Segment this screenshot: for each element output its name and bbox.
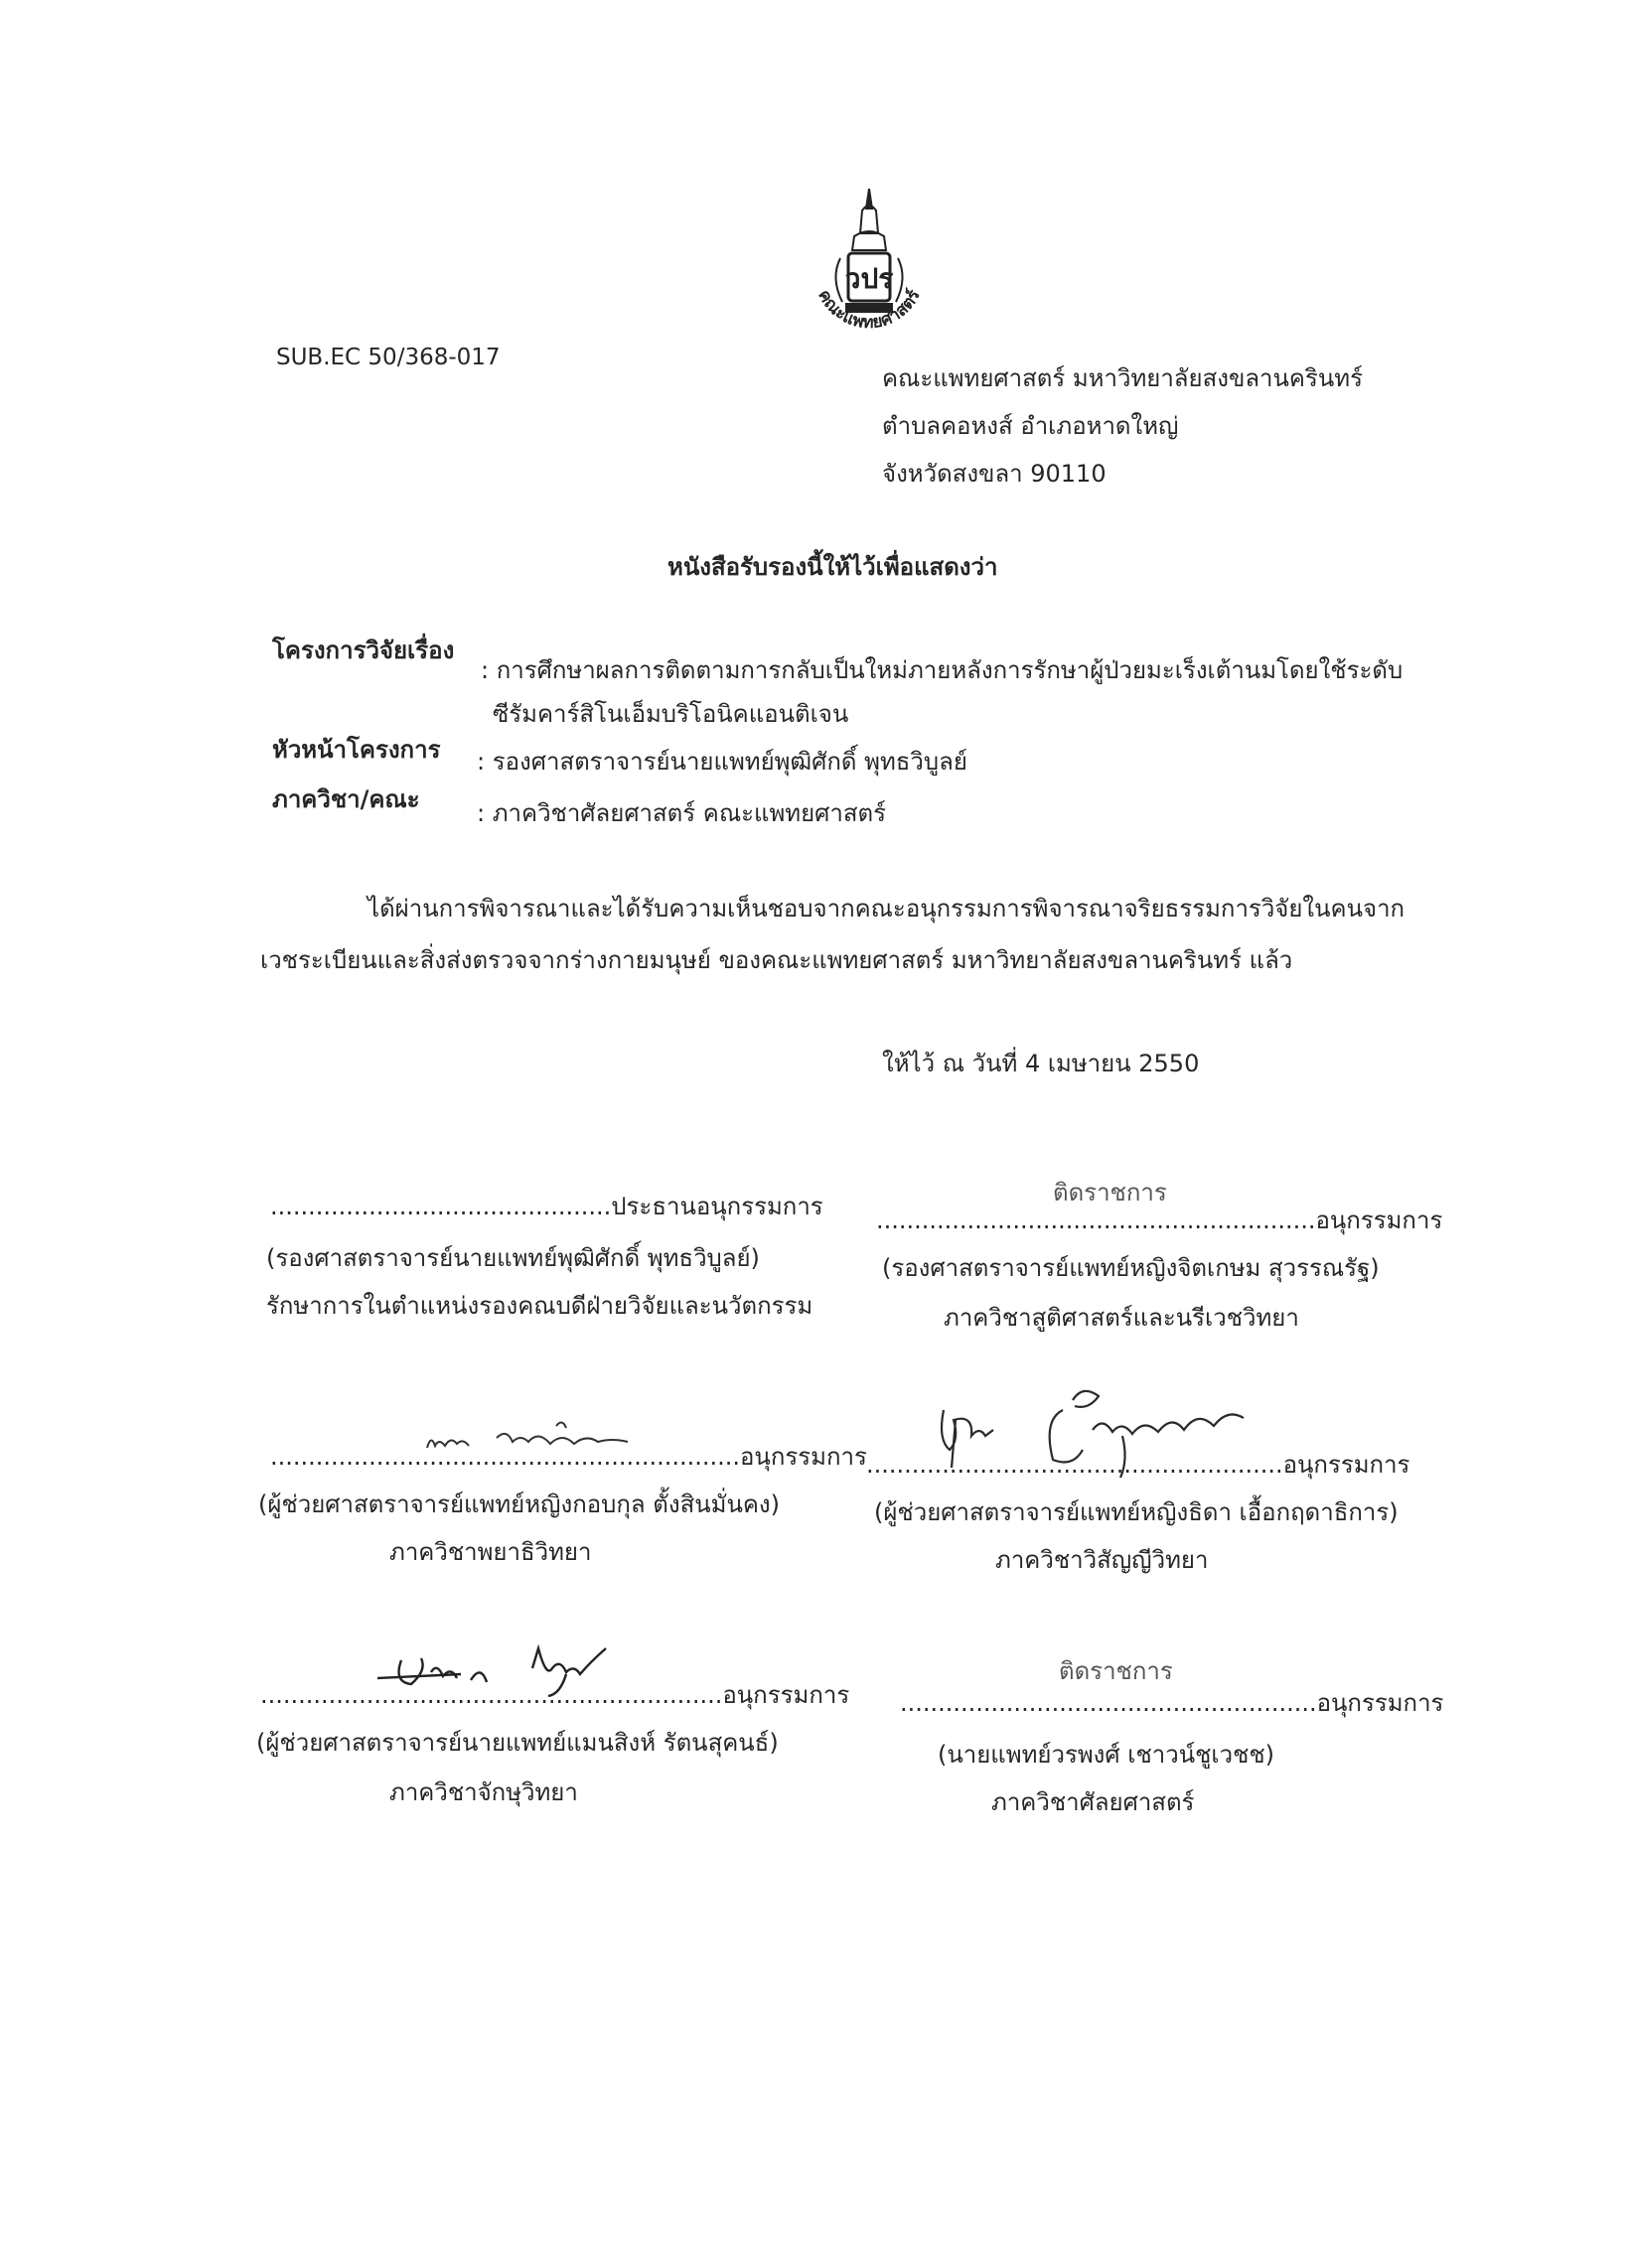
signatory-dept-member-6: ภาควิชาศัลยศาสตร์	[991, 1788, 1195, 1816]
address-line-3: จังหวัดสงขลา 90110	[882, 460, 1107, 488]
signatory-dept-member-5: ภาควิชาจักษุวิทยา	[389, 1778, 578, 1806]
signatory-dept-chair: รักษาการในตำแหน่งรองคณบดีฝ่ายวิจัยและนวัตกรรม	[266, 1292, 813, 1320]
signature-line-chair: .............................................ประธานอนุกรรมการ	[270, 1193, 823, 1220]
document-title: หนังสือรับรองนี้ให้ไว้เพื่อแสดงว่า	[667, 553, 998, 581]
faculty-seal	[775, 179, 963, 353]
issue-date: ให้ไว้ ณ วันที่ 4 เมษายน 2550	[882, 1050, 1200, 1077]
address-line-1: คณะแพทยศาสตร์ มหาวิทยาลัยสงขลานครินทร์	[882, 364, 1363, 392]
absence-note-2: ติดราชการ	[1053, 1179, 1167, 1206]
absence-note-6: ติดราชการ	[1059, 1657, 1173, 1685]
signatory-dept-member-2: ภาควิชาสูติศาสตร์และนรีเวชวิทยา	[944, 1304, 1299, 1332]
signatory-name-member-3: (ผู้ช่วยศาสตราจารย์แพทย์หญิงกอบกุล ตั้งสินมั่นคง)	[258, 1490, 780, 1518]
signature-line-member-2: ..........................................................อนุกรรมการ	[876, 1206, 1443, 1234]
address-line-2: ตำบลคอหงส์ อำเภอหาดใหญ่	[882, 412, 1179, 440]
field-label-project: โครงการวิจัยเรื่อง	[272, 637, 455, 664]
seal-text: คณะแพทยศาสตร์	[813, 286, 925, 334]
reference-number: SUB.EC 50/368-017	[276, 345, 501, 370]
field-value-project-line-1: : การศึกษาผลการติดตามการกลับเป็นใหม่ภายหลังการรักษาผู้ป่วยมะเร็งเต้านมโดยใช้ระดับ	[481, 656, 1403, 684]
field-value-project-line-2: ซีรัมคาร์สิโนเอ็มบริโอนิคแอนติเจน	[493, 700, 849, 728]
field-value-leader: : รองศาสตราจารย์นายแพทย์พุฒิศักดิ์ พุทธวิบูลย์	[477, 748, 967, 776]
svg-text:วปร: วปร	[844, 262, 894, 295]
signature-line-member-4: .......................................................อนุกรรมการ	[866, 1451, 1410, 1479]
signatory-dept-member-4: ภาควิชาวิสัญญีวิทยา	[995, 1546, 1209, 1574]
field-label-leader: หัวหน้าโครงการ	[272, 736, 441, 764]
signatory-name-member-5: (ผู้ช่วยศาสตราจารย์นายแพทย์แมนสิงห์ รัตนสุคนธ์)	[256, 1729, 779, 1757]
signature-line-member-6: .......................................................อนุกรรมการ	[900, 1689, 1444, 1717]
signature-line-member-3: ..............................................................อนุกรรมการ	[270, 1443, 867, 1471]
signatory-name-member-6: (นายแพทย์วรพงศ์ เชาวน์ชูเวชช)	[938, 1741, 1275, 1769]
field-value-department: : ภาควิชาศัลยศาสตร์ คณะแพทยศาสตร์	[477, 799, 886, 827]
signatory-name-member-2: (รองศาสตราจารย์แพทย์หญิงจิตเกษม สุวรรณรัฐ)	[882, 1254, 1380, 1282]
field-label-department: ภาควิชา/คณะ	[272, 785, 420, 813]
signature-line-member-5: .............................................................อนุกรรมการ	[260, 1681, 850, 1709]
signatory-name-member-4: (ผู้ช่วยศาสตราจารย์แพทย์หญิงธิดา เอื้อกฤดาธิการ)	[874, 1498, 1399, 1526]
signatory-dept-member-3: ภาควิชาพยาธิวิทยา	[389, 1538, 592, 1566]
signatory-name-chair: (รองศาสตราจารย์นายแพทย์พุฒิศักดิ์ พุทธวิบูลย์)	[266, 1244, 760, 1272]
body-paragraph-line-2: เวชระเบียนและสิ่งส่งตรวจจากร่างกายมนุษย์ ของคณะแพทยศาสตร์ มหาวิทยาลัยสงขลานครินทร์ แล้ว	[260, 946, 1293, 974]
body-paragraph-line-1: ได้ผ่านการพิจารณาและได้รับความเห็นชอบจากคณะอนุกรรมการพิจารณาจริยธรรมการวิจัยในคนจาก	[368, 895, 1405, 922]
